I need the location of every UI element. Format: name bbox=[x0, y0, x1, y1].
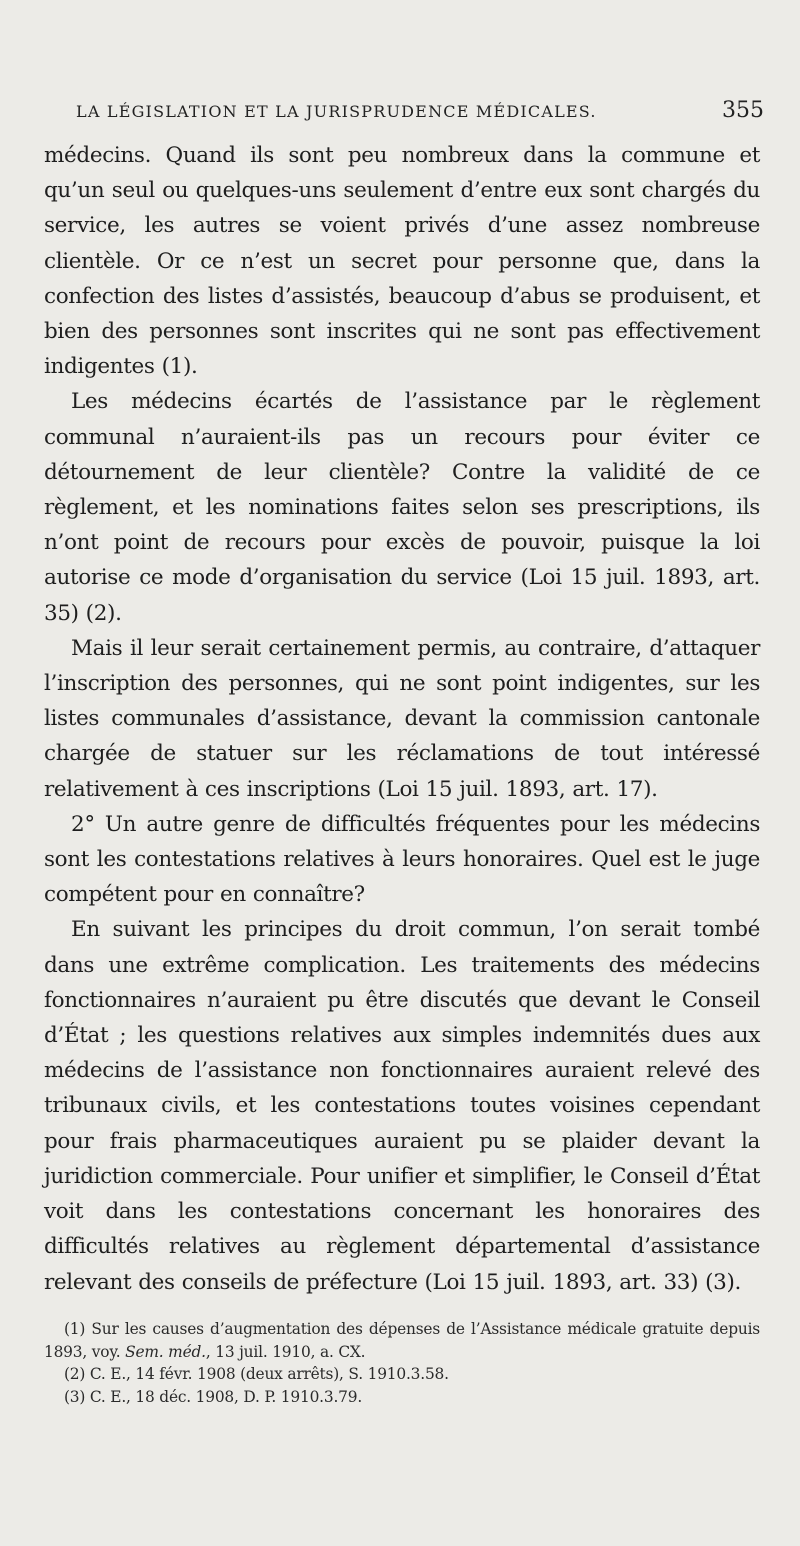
footnote-1-journal: Sem. méd. bbox=[125, 1342, 206, 1361]
footnote-1 bbox=[44, 1318, 760, 1363]
page-number: 355 bbox=[722, 98, 764, 123]
paragraph-inscription: Mais il leur serait certainement permis, au contraire, d’attaquer l’inscription des personnes, qui ne sont point indigentes, sur les listes communales d’assistance, devant la commission cantonale chargée de statuer sur les réclamations de tout intéressé relativement à ces inscriptions (Loi 15 juil. 1893, art. 17). bbox=[44, 635, 760, 802]
paragraph-recours: Les médecins écartés de l’assistance par le règlement communal n’auraient-ils pas un recours pour éviter ce détournement de leur clientèle? Contre la validité de ce règlement, et les nominations faites selon ses prescriptions, ils n’ont point de recours pour excès de pouvoir, puisque la loi autorise ce mode d’organisation du service (Loi 15 juil. 1893, art. 35) (2). bbox=[44, 389, 760, 626]
paragraph-droit-commun: En suivant les principes du droit commun, l’on serait tombé dans une extrême complication. Les traitements des médecins fonctionnaires n’auraient pu être discutés que devant le Conseil d’État ; les questions relatives aux simples indemnités dues aux médecins de l’assistance non fonctionnaires auraient relevé des tribunaux civils, et les contestations toutes voisines cependant pour frais pharmaceutiques auraient pu se plaider devant la juridiction commerciale. Pour unifier et simplifier, le Conseil d’État voit dans les contestations concernant les honoraires des difficultés relatives au règlement départemental d’assistance relevant des conseils de préfecture (Loi 15 juil. 1893, art. 33) (3). bbox=[44, 917, 760, 1295]
footnote-1-ref: , 13 juil. 1910, a. CX. bbox=[205, 1342, 366, 1361]
footnote-3: (3) C. E., 18 déc. 1908, D. P. 1910.3.79. bbox=[64, 1387, 363, 1406]
page-header bbox=[76, 98, 764, 134]
paragraph-continued: médecins. Quand ils sont peu nombreux dans la commune et qu’un seul ou quelques-uns seulement d’entre eux sont chargés du service, les autres se voient privés d’une assez nombreuse clientèle. Or ce n’est un secret pour personne que, dans la confection des listes d’assistés, beaucoup d’abus se produisent, et bien des personnes sont inscrites qui ne sont pas effectivement indigentes (1). bbox=[44, 143, 760, 380]
paragraph-honoraires: 2° Un autre genre de difficultés fréquentes pour les médecins sont les contestations relatives à leurs honoraires. Quel est le juge compétent pour en connaître? bbox=[44, 811, 760, 908]
running-title: LA LÉGISLATION ET LA JURISPRUDENCE MÉDICALES. bbox=[76, 102, 597, 121]
body-text bbox=[44, 138, 760, 1300]
footnotes bbox=[44, 1318, 760, 1408]
footnote-1-text: (1) Sur les causes d’augmentation des dépenses de l’Assistance médicale gratuite depuis 1893, voy. bbox=[44, 1320, 760, 1361]
footnote-2: (2) C. E., 14 févr. 1908 (deux arrêts), S. 1910.3.58. bbox=[64, 1365, 449, 1384]
